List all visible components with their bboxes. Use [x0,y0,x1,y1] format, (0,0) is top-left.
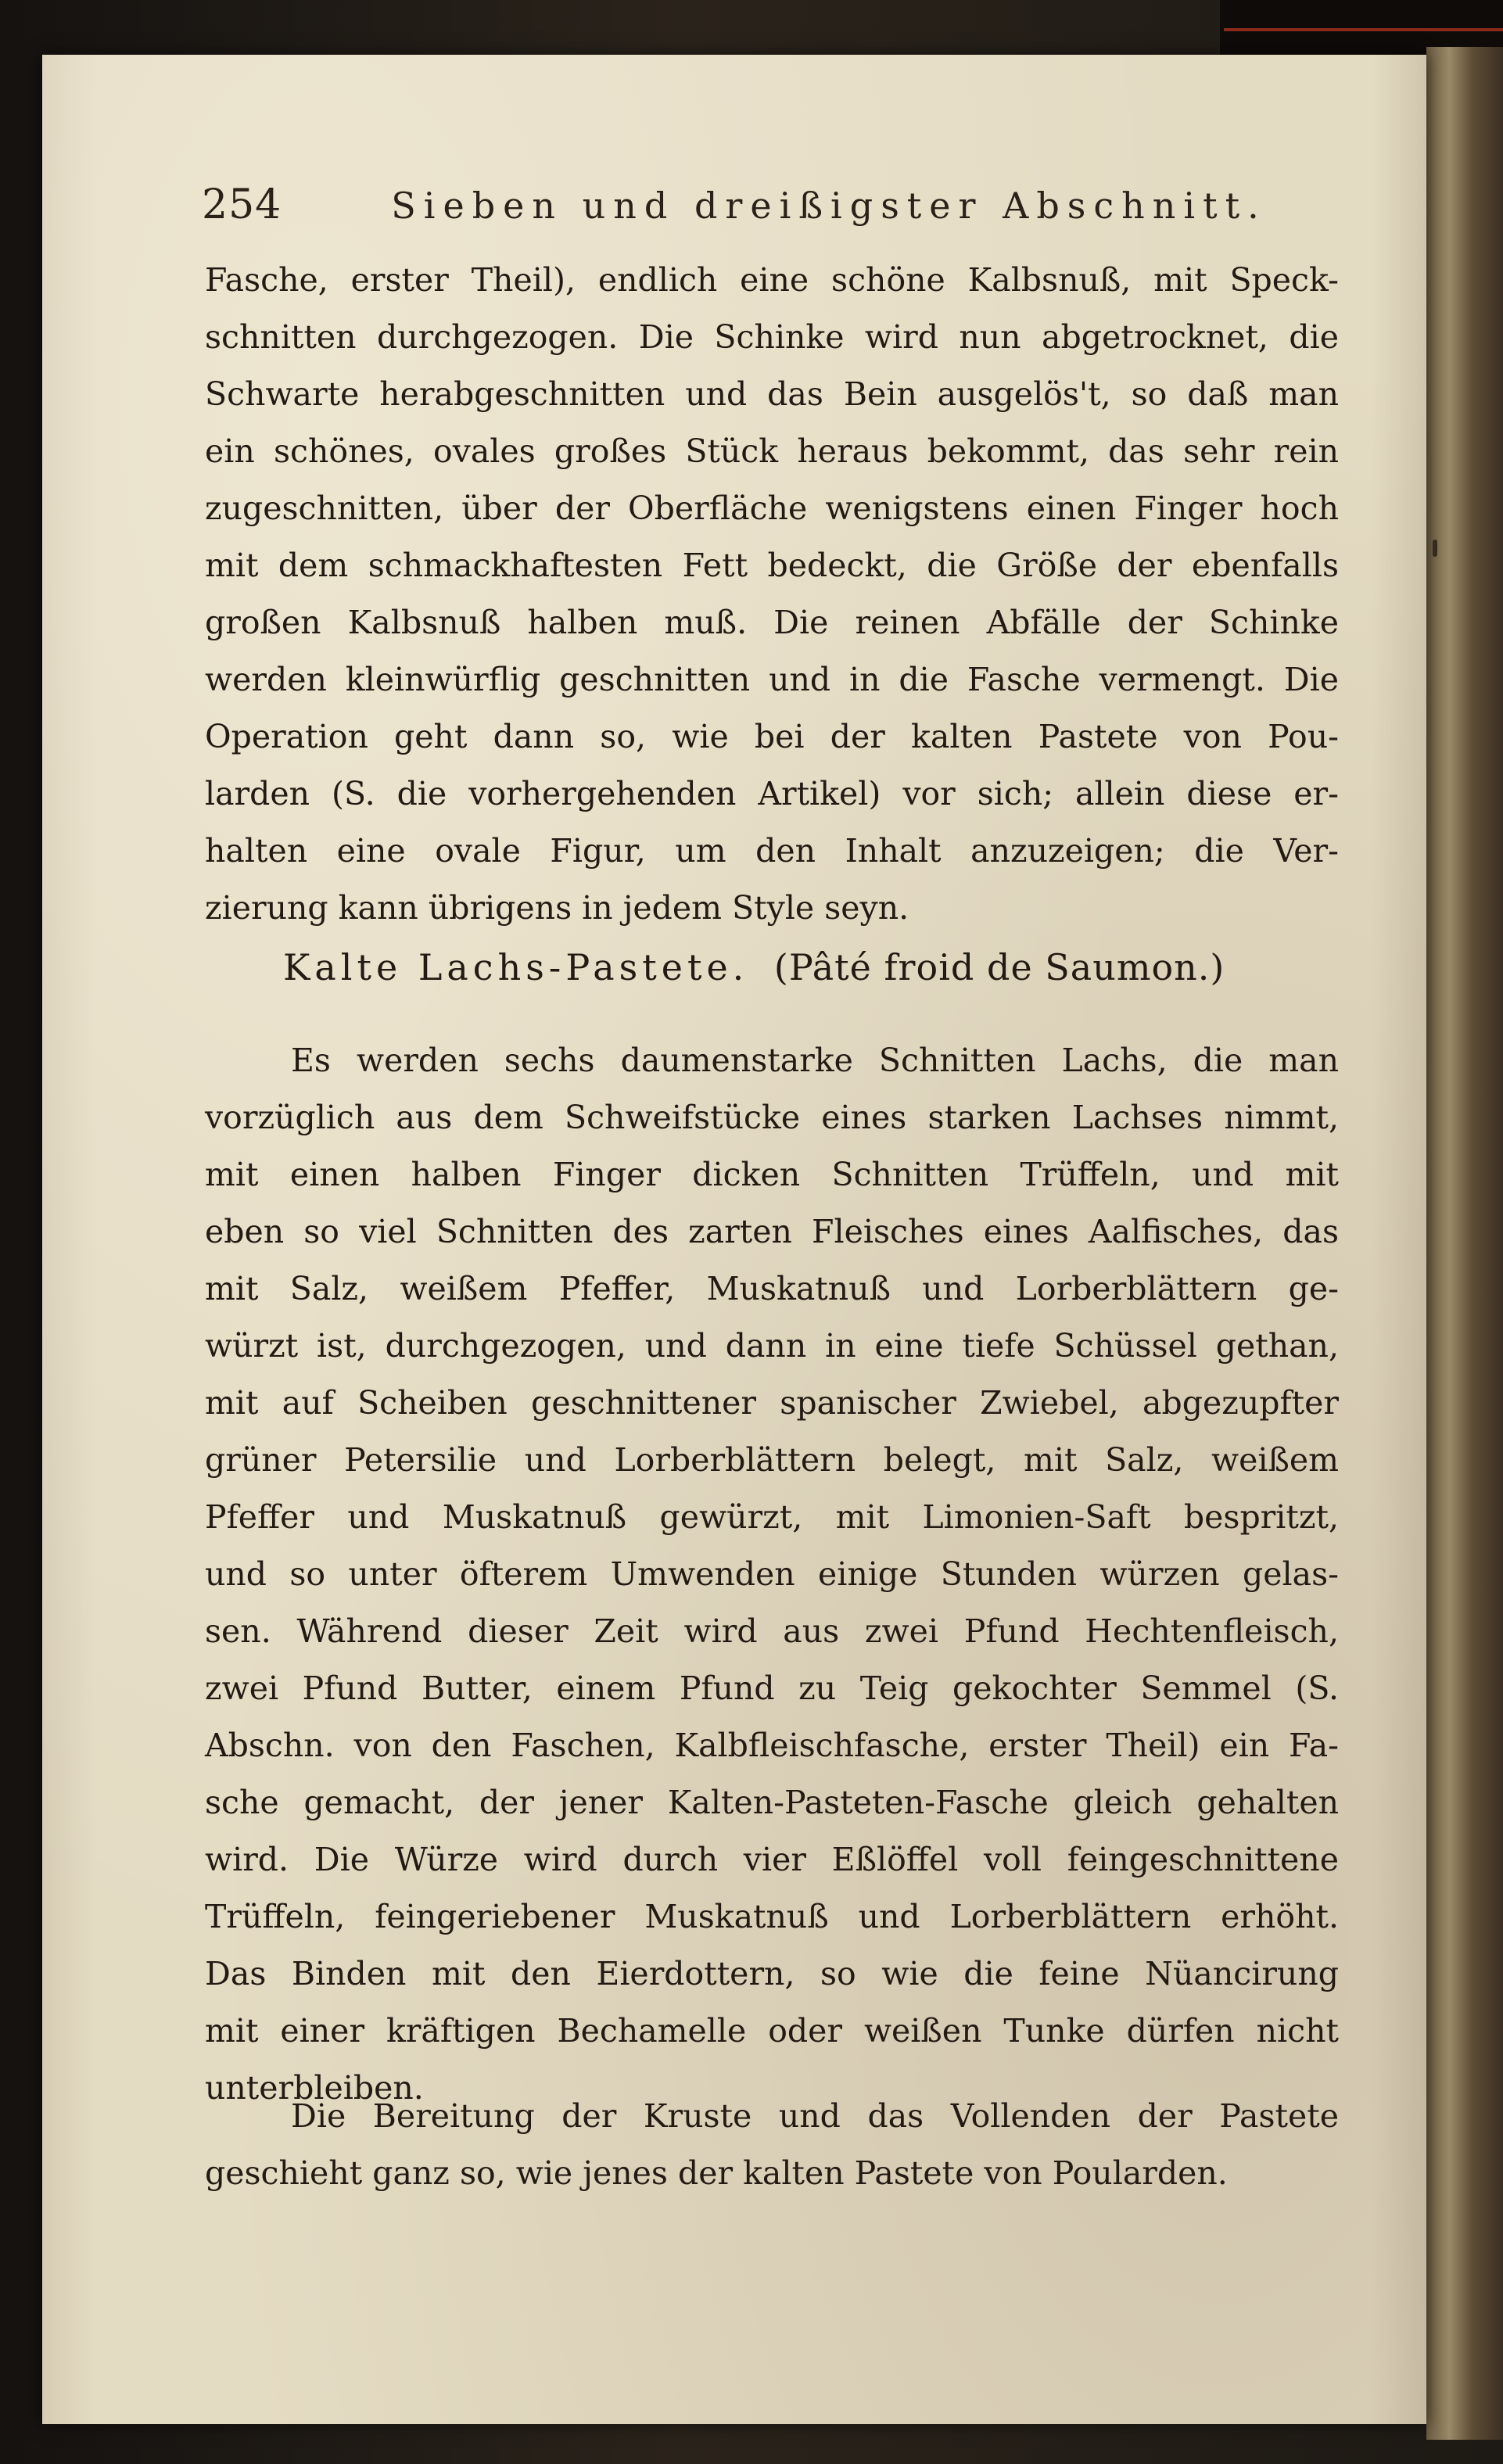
text-line: Es werden sechs daumenstarke Schnitten Lachs, die man [291,1042,1339,1079]
page-number: 254 [202,181,282,228]
page-edge-stack [1426,47,1503,2440]
text-line: Abschn. von den Faschen, Kalbfleischfasche, erster Theil) ein Fa- [205,1727,1339,1764]
text-line: mit einen halben Finger dicken Schnitten Trüffeln, und mit [205,1156,1339,1193]
recipe-paragraph [205,1032,1339,2117]
text-line: Das Binden mit den Eierdottern, so wie die feine Nüancirung [205,1955,1339,1992]
section-heading [283,946,1339,988]
section-title: Kalte Lachs-Pastete. [283,946,749,988]
text-line: mit auf Scheiben geschnittener spanischer Zwiebel, abgezupfter [205,1384,1339,1422]
text-line: zierung kann übrigens in jedem Style seyn. [205,889,909,927]
text-line: grüner Petersilie und Lorberblättern belegt, mit Salz, weißem [205,1441,1339,1479]
text-line: zugeschnitten, über der Oberfläche wenigstens einen Finger hoch [205,490,1339,527]
running-head [202,181,1351,228]
text-line: eben so viel Schnitten des zarten Fleisches eines Aalfisches, das [205,1213,1339,1250]
text-line: Schwarte herabgeschnitten und das Bein ausgelös't, so daß man [205,375,1339,413]
text-line: und so unter öfterem Umwenden einige Stunden würzen gelas- [205,1555,1339,1593]
text-line: werden kleinwürflig geschnitten und in die Fasche vermengt. Die [205,661,1339,698]
text-line: ein schönes, ovales großes Stück heraus bekommt, das sehr rein [205,432,1339,470]
text-line: würzt ist, durchgezogen, und dann in eine tiefe Schüssel gethan, [205,1327,1339,1365]
text-line: larden (S. die vorhergehenden Artikel) vor sich; allein diese er- [205,775,1339,812]
scan-corner-red-line [1224,28,1503,31]
section-subtitle: (Pâté froid de Saumon.) [773,946,1225,988]
text-line: Operation geht dann so, wie bei der kalten Pastete von Pou- [205,718,1339,755]
chapter-header-title: Sieben und dreißigster Abschnitt. [391,185,1267,227]
text-line: Fasche, erster Theil), endlich eine schöne Kalbsnuß, mit Speck- [205,261,1339,299]
text-line: sen. Während dieser Zeit wird aus zwei Pfund Hechtenfleisch, [205,1612,1339,1650]
text-line: vorzüglich aus dem Schweifstücke eines starken Lachses nimmt, [205,1099,1339,1136]
text-line: halten eine ovale Figur, um den Inhalt anzuzeigen; die Ver- [205,832,1339,870]
text-line: wird. Die Würze wird durch vier Eßlöffel voll feingeschnittene [205,1841,1339,1878]
text-line: Die Bereitung der Kruste und das Vollenden der Pastete [291,2097,1339,2135]
text-line: mit Salz, weißem Pfeffer, Muskatnuß und Lorberblättern ge- [205,1270,1339,1307]
text-line: unterbleiben. [205,2069,424,2107]
text-line: geschieht ganz so, wie jenes der kalten Pastete von Poularden. [205,2154,1228,2192]
text-line: Pfeffer und Muskatnuß gewürzt, mit Limonien-Saft bespritzt, [205,1498,1339,1536]
closing-paragraph [205,2088,1339,2202]
margin-mark [1433,540,1437,557]
text-line: großen Kalbsnuß halben muß. Die reinen Abfälle der Schinke [205,604,1339,641]
text-line: mit einer kräftigen Bechamelle oder weißen Tunke dürfen nicht [205,2012,1339,2050]
text-line: mit dem schmackhaftesten Fett bedeckt, die Größe der ebenfalls [205,547,1339,584]
text-line: Trüffeln, feingeriebener Muskatnuß und Lorberblättern erhöht. [205,1898,1339,1935]
text-line: schnitten durchgezogen. Die Schinke wird nun abgetrocknet, die [205,318,1339,356]
text-line: zwei Pfund Butter, einem Pfund zu Teig gekochter Semmel (S. [205,1670,1339,1707]
paragraph-continuation [205,252,1339,937]
text-line: sche gemacht, der jener Kalten-Pasteten-Fasche gleich gehalten [205,1784,1339,1821]
